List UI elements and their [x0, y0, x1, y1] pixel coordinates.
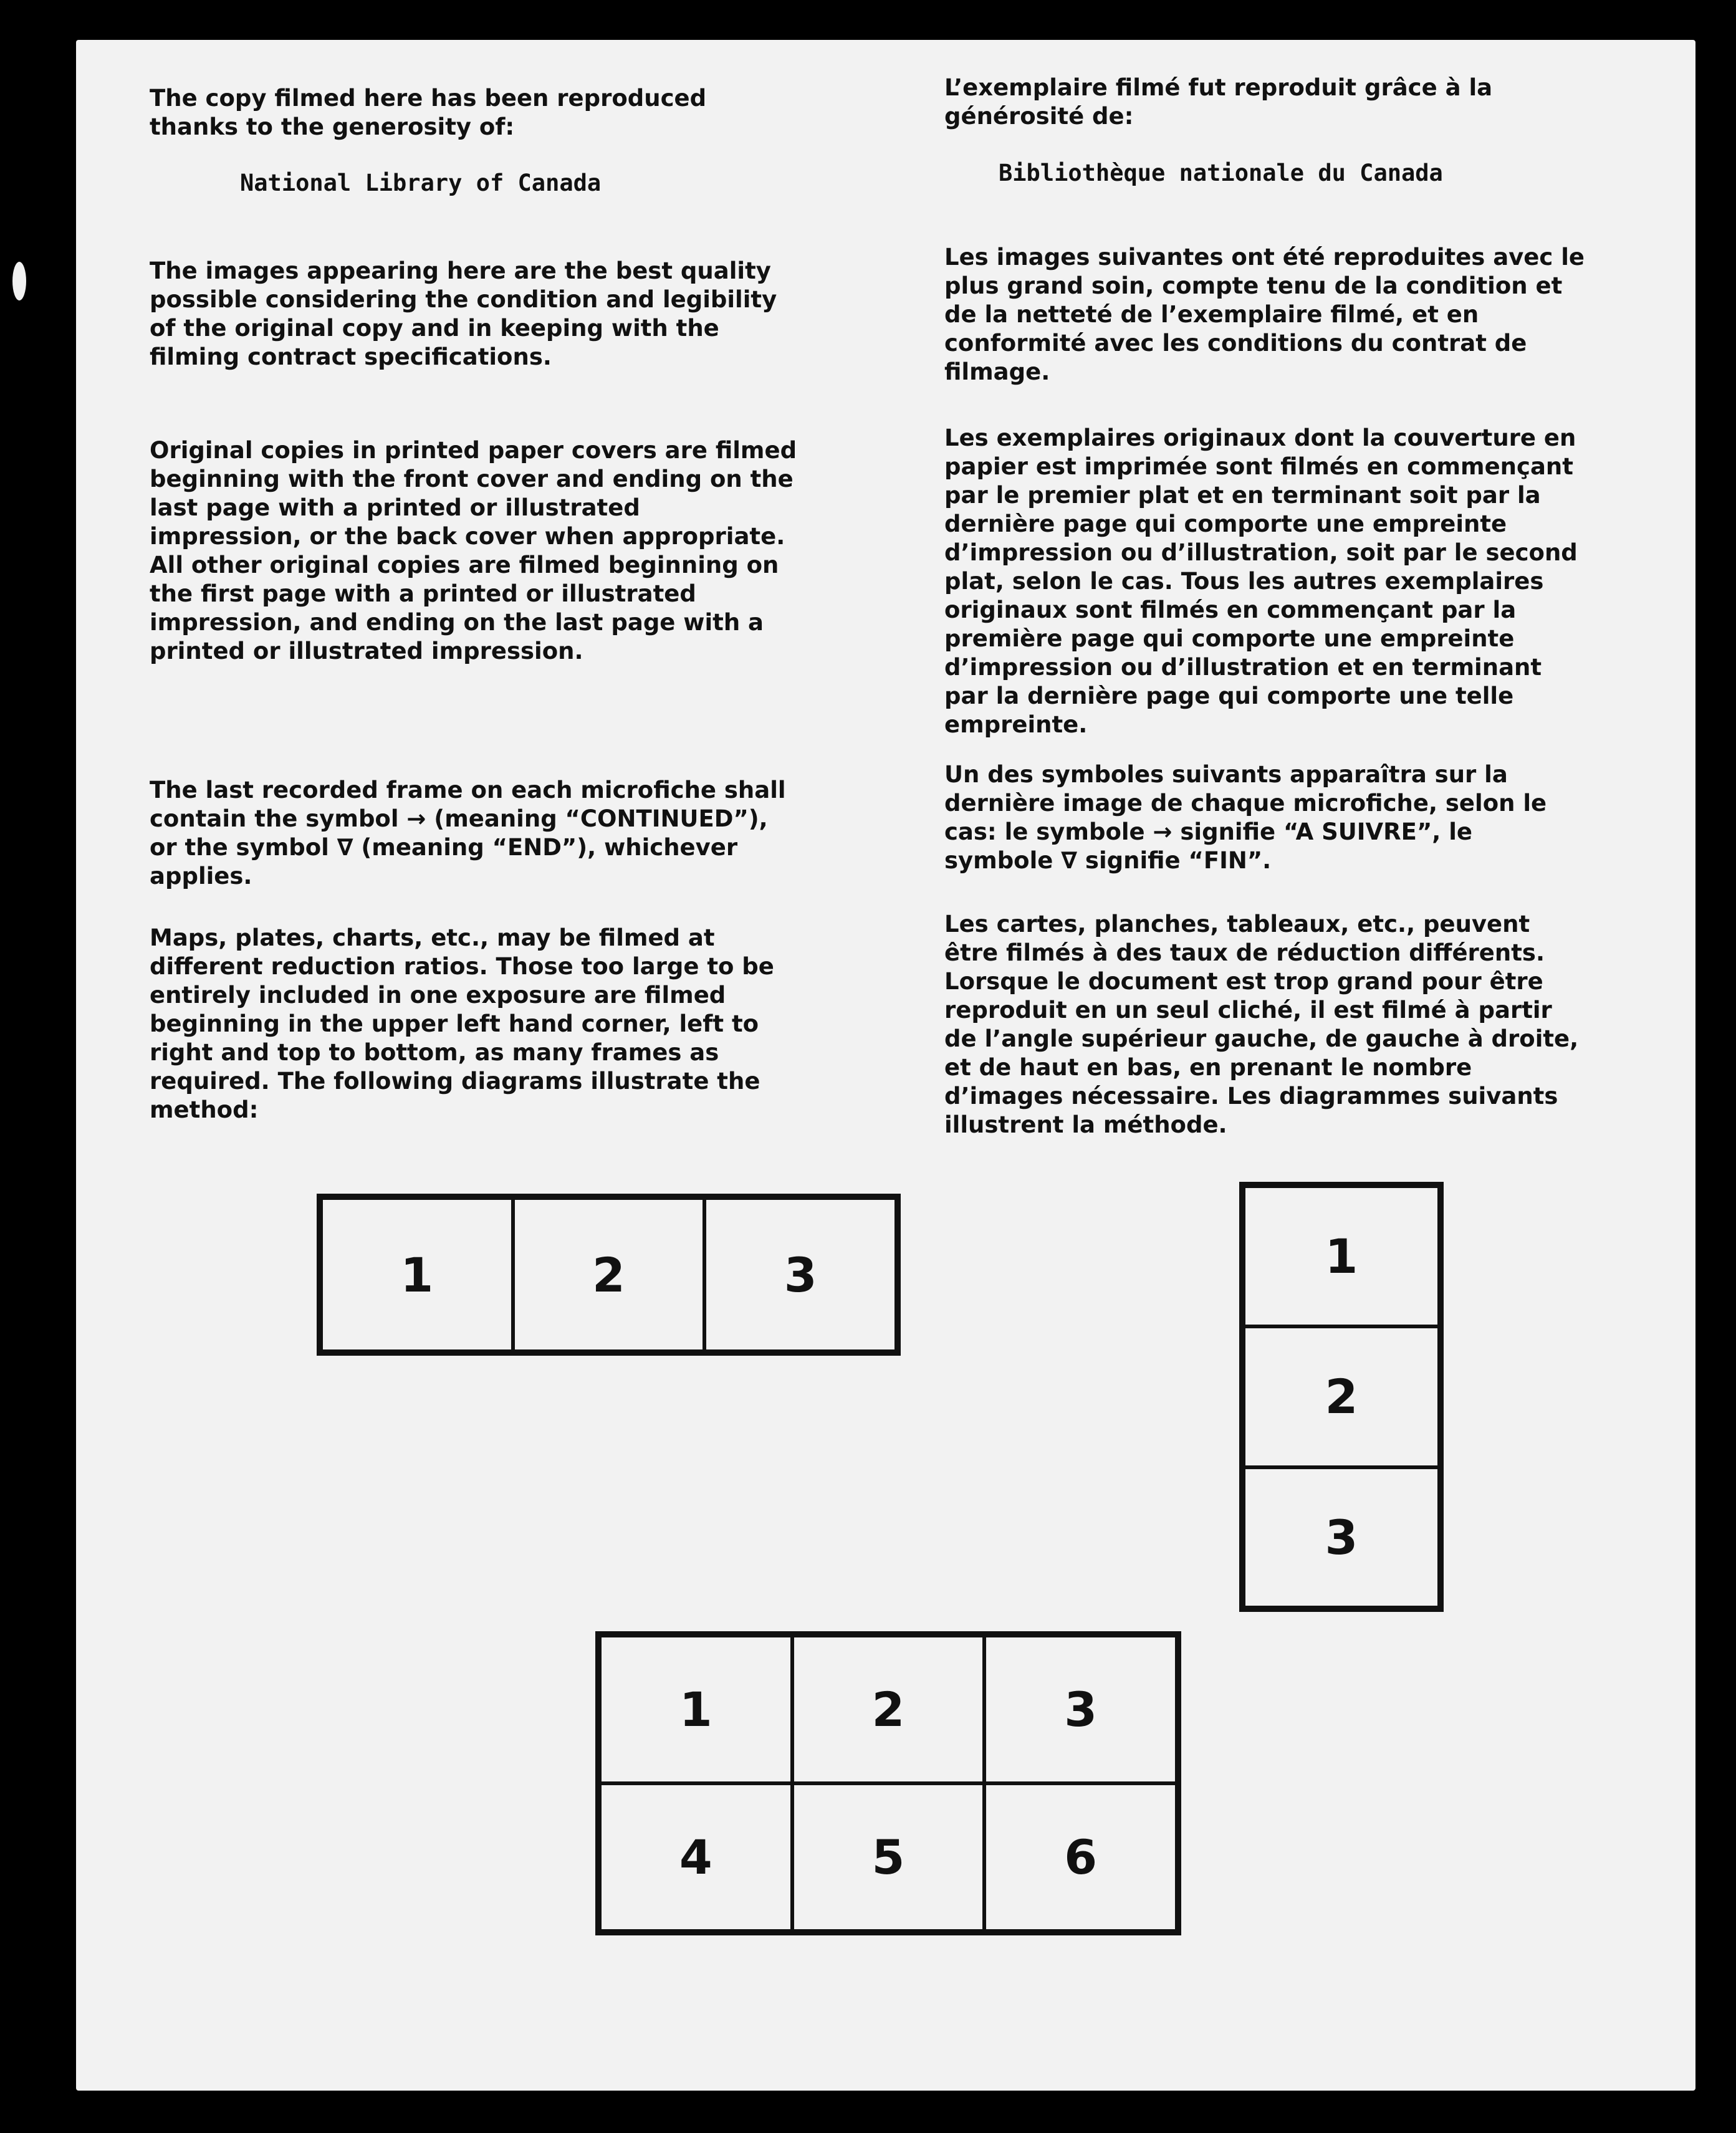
french-thanks-text: L’exemplaire filmé fut reproduit grâce à la générosité de:	[944, 74, 1493, 130]
frame-cell: 1	[321, 1198, 513, 1351]
english-maps-text: Maps, plates, charts, etc., may be filmed at different reduction ratios. Those too large to be entirely included in one exposure are filmed beginning in the upper left hand corner, left to right and top to bottom, as many frames as required. The following diagrams illustrate the method:	[150, 924, 774, 1123]
english-library-name: National Library of Canada	[240, 170, 602, 196]
english-covers-text: Original copies in printed paper covers are filmed beginning with the front cover and ending on the last page with a printed or illustrated impression, or the back cover when appropriate. All other original copies are filmed beginning on the first page with a printed or illustrated impression, and ending on the last page with a printed or illustrated impression.	[150, 437, 797, 664]
frame-cell: 5	[792, 1783, 985, 1931]
french-symbols-text: Un des symboles suivants apparaîtra sur la dernière image de chaque microfiche, selon le cas: le symbole → signifie “A SUIVRE”, le symbole ∇ signifie “FIN”.	[944, 761, 1547, 874]
frame-cell: 2	[792, 1636, 985, 1783]
english-thanks-text: The copy filmed here has been reproduced thanks to the generosity of:	[150, 85, 707, 140]
frame-cell: 2	[1244, 1326, 1439, 1467]
frame-cell: 3	[704, 1198, 896, 1351]
frame-cell: 1	[600, 1636, 792, 1783]
english-quality-text: The images appearing here are the best quality possible considering the condition and legibility of the original copy and in keeping with the filming contract specifications.	[150, 257, 777, 370]
french-covers-text: Les exemplaires originaux dont la couverture en papier est imprimée sont filmés en commençant par le premier plat et en terminant soit par la dernière page qui comporte une empreinte d’impression ou d’illustration, soit par le second plat, selon le cas. Tous les autres exemplaires originaux sont filmés en commençant par la première page qui comporte une empreinte d’impression ou d’illustration et en terminant par la dernière page qui comporte une telle empreinte.	[944, 424, 1578, 738]
french-quality-text: Les images suivantes ont été reproduites avec le plus grand soin, compte tenu de la condition et de la netteté de l’exemplaire filmé, et en conformité avec les conditions du contrat de filmage.	[944, 244, 1585, 385]
english-symbols-text: The last recorded frame on each microfiche shall contain the symbol → (meaning “CONTINUED”), or the symbol ∇ (meaning “END”), whichever applies.	[150, 777, 786, 889]
horizontal-frames-diagram	[317, 1194, 901, 1356]
frame-cell: 2	[513, 1198, 705, 1351]
frame-cell: 3	[984, 1636, 1177, 1783]
french-library-name: Bibliothèque nationale du Canada	[999, 160, 1443, 186]
frame-cell: 3	[1244, 1467, 1439, 1608]
frame-cell: 6	[984, 1783, 1177, 1931]
scan-artifact	[12, 262, 26, 300]
grid-frames-diagram	[595, 1631, 1181, 1935]
frame-cell: 4	[600, 1783, 792, 1931]
frame-cell: 1	[1244, 1186, 1439, 1326]
vertical-frames-diagram	[1239, 1182, 1444, 1612]
french-maps-text: Les cartes, planches, tableaux, etc., peuvent être filmés à des taux de réduction différents. Lorsque le document est trop grand pour être reproduit en un seul cliché, il est filmé à partir de l’angle supérieur gauche, de gauche à droite, et de haut en bas, en prenant le nombre d’images nécessaire. Les diagrammes suivants illustrent la méthode.	[944, 911, 1579, 1138]
scan-artifact	[1661, 1493, 1686, 1549]
